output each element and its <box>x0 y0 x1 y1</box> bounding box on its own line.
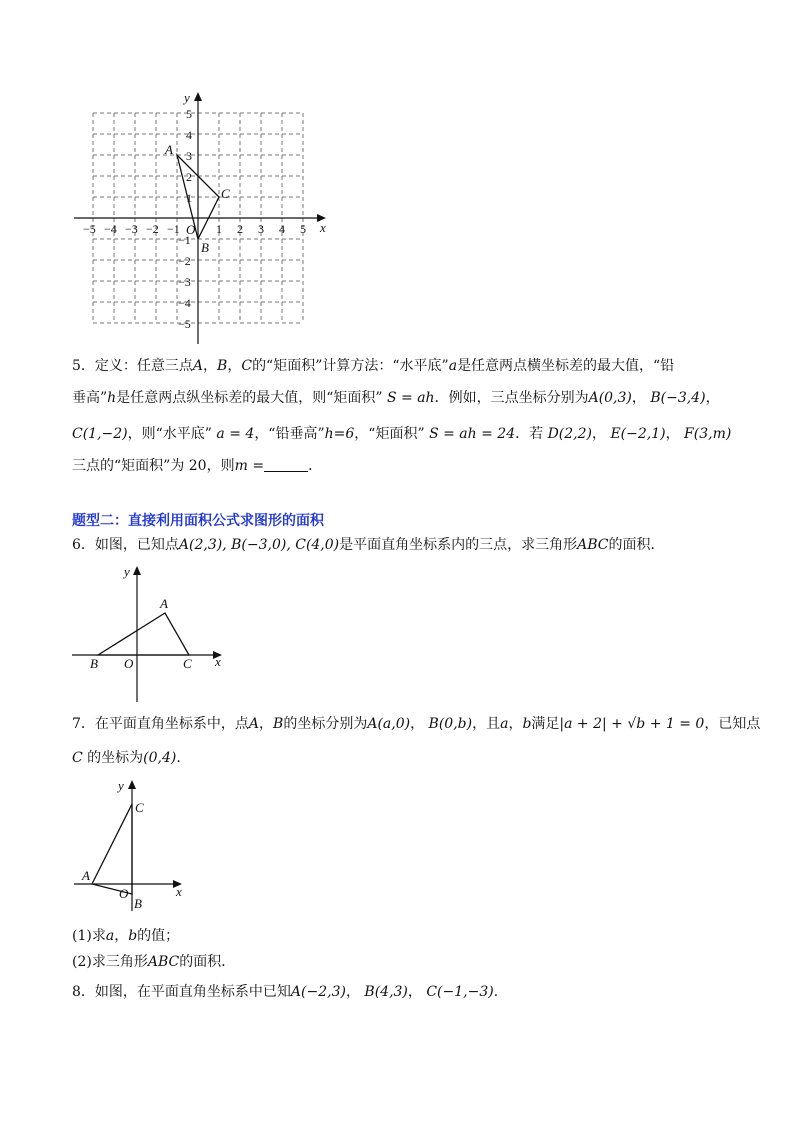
q5-formula: D(2,2) <box>547 426 592 442</box>
y-axis-arrow <box>128 780 136 789</box>
point-label-b: B <box>134 896 142 911</box>
q5-text: ，“铅垂高” <box>254 426 325 442</box>
q5-text: 垂高” <box>72 390 108 406</box>
q7-var: C <box>72 750 83 766</box>
axis-label-x: x <box>215 654 221 669</box>
q5-text: 三点的“矩面积”为 20，则 <box>72 458 235 474</box>
q5-text: ， <box>203 358 218 374</box>
y-tick-label: −4 <box>178 296 191 310</box>
q7-formula: (0,4) <box>143 750 177 766</box>
q5-text: ．例如，三点坐标分别为 <box>434 390 589 406</box>
section-heading: 题型二：直接利用面积公式求图形的面积 <box>72 513 324 529</box>
q7-sub-text: (2)求三角形 <box>72 954 148 970</box>
origin-label: O <box>124 656 134 671</box>
q6-var: ABC <box>577 537 609 553</box>
q7-text: 满足 <box>531 716 560 732</box>
x-tick-label: −4 <box>104 222 117 236</box>
q8-formula: C(−1,−3) <box>426 984 494 1000</box>
x-tick-label: 1 <box>216 222 222 236</box>
x-tick-label: 4 <box>279 222 285 236</box>
x-tick-label: −3 <box>125 222 138 236</box>
q7-var: ABC <box>147 954 180 970</box>
q7-text: ， <box>410 716 425 732</box>
q7-formula: B(0,b) <box>428 716 473 732</box>
q5-formula: S = ah <box>386 390 435 406</box>
q7-text: 的坐标分别为 <box>283 716 368 732</box>
q5-formula: C(1,−2) <box>72 426 128 442</box>
point-label-a: A <box>160 596 168 611</box>
y-tick-label: −5 <box>178 317 191 331</box>
y-tick-label: 2 <box>186 170 192 184</box>
q5-var: A <box>192 358 204 374</box>
y-tick-label: −3 <box>178 275 191 289</box>
q5-text: ，“矩面积” <box>354 426 425 442</box>
q5-var: h <box>107 390 117 406</box>
q7-text: . <box>176 750 181 766</box>
point-label-b: B <box>201 240 209 255</box>
axis-label-x: x <box>320 220 326 235</box>
axis-label-y: y <box>184 90 190 105</box>
q7-equation: |a + 2| + √b + 1 = 0 <box>559 716 705 732</box>
y-tick-label: 4 <box>186 128 192 142</box>
q5-text: 的“矩面积”计算方法：“水平底” <box>252 358 449 374</box>
x-tick-label: 2 <box>237 222 243 236</box>
answer-blank[interactable] <box>264 457 308 472</box>
q5-formula: m = <box>234 458 265 474</box>
q5-line-4 <box>72 456 322 476</box>
q5-var: B <box>217 358 228 374</box>
y-tick-label: 1 <box>186 191 192 205</box>
q6-text: 的面积． <box>608 537 665 553</box>
q5-text: ， <box>591 426 606 442</box>
q5-formula: A(0,3) <box>588 390 632 406</box>
q5-formula: h=6 <box>324 426 355 442</box>
q5-text: 是任意两点横坐标差的最大值，“铅 <box>457 358 675 374</box>
q5-text: 5．定义：任意三点 <box>72 358 193 374</box>
q7-formula: A(a,0) <box>367 716 411 732</box>
q7-var: b <box>128 928 138 944</box>
q5-line-3 <box>72 424 731 444</box>
triangle-figure-q7 <box>70 776 200 916</box>
q8-text: ， <box>345 984 360 1000</box>
origin-label: O <box>186 222 196 237</box>
q7-line-1 <box>72 714 760 734</box>
q7-var: b <box>522 716 532 732</box>
q5-formula: F(3,m) <box>684 426 732 442</box>
q7-sub-text: 的面积． <box>179 954 236 970</box>
q5-formula: S = ah = 24 <box>429 426 516 442</box>
q5-line-2 <box>72 388 720 408</box>
q5-var: C <box>241 358 253 374</box>
y-tick-label: 5 <box>186 107 192 121</box>
q8-formula: A(−2,3) <box>290 984 346 1000</box>
q5-formula: a = 4 <box>216 426 255 442</box>
point-label-b: B <box>90 656 98 671</box>
q7-var: a <box>105 928 115 944</box>
x-tick-label: 5 <box>300 222 306 236</box>
axis-label-y: y <box>124 564 130 579</box>
q7-text: ， <box>259 716 274 732</box>
y-axis-arrow <box>194 92 202 101</box>
q5-text: ， <box>665 426 680 442</box>
q5-text: ， <box>705 390 720 406</box>
q8-text: ． <box>493 984 508 1000</box>
y-axis-arrow <box>133 566 141 575</box>
y-tick-label: 3 <box>186 149 192 163</box>
y-tick-label: −1 <box>178 233 191 247</box>
triangle-abc <box>92 804 132 894</box>
q7-text: 的坐标为 <box>87 750 144 766</box>
triangle-abc <box>98 613 189 655</box>
q5-text: 是任意两点纵坐标差的最大值，则“矩面积” <box>116 390 383 406</box>
q7-var: A <box>248 716 260 732</box>
q8-text: 8．如图，在平面直角坐标系中已知 <box>72 984 291 1000</box>
x-tick-label: −2 <box>146 222 159 236</box>
axis-label-y: y <box>118 778 124 793</box>
q5-formula: B(−3,4) <box>650 390 706 406</box>
q5-text: ， <box>227 358 242 374</box>
point-label-c: C <box>135 800 144 815</box>
point-label-c: C <box>183 656 192 671</box>
q8-formula: B(4,3) <box>364 984 408 1000</box>
q8-text: ， <box>407 984 422 1000</box>
q7-text: ，且 <box>472 716 501 732</box>
point-label-c: C <box>221 186 230 201</box>
grid-coordinate-figure <box>70 88 340 348</box>
q6-formula: A(2,3), B(−3,0), C(4,0) <box>178 537 340 553</box>
y-tick-label: −2 <box>178 254 191 268</box>
q7-sub-text: ， <box>114 928 129 944</box>
origin-label: O <box>119 886 129 901</box>
q7-text: ，已知点 <box>704 716 761 732</box>
q5-line-1 <box>72 356 674 376</box>
q8-line <box>72 982 508 1002</box>
x-tick-label: 3 <box>258 222 264 236</box>
q7-sub-text: 的值； <box>137 928 180 944</box>
triangle-figure-q6 <box>68 562 238 707</box>
point-label-a: A <box>82 868 90 883</box>
x-tick-label: −5 <box>83 222 96 236</box>
point-label-a: A <box>165 142 173 157</box>
q7-text: 7．在平面直角坐标系中，点 <box>72 716 249 732</box>
q5-text: ．若 <box>515 426 544 442</box>
q7-var: B <box>273 716 284 732</box>
x-tick-label: −1 <box>167 222 180 236</box>
q6-line <box>72 535 665 555</box>
q6-text: 6．如图，已知点 <box>72 537 179 553</box>
q7-line-2 <box>72 748 181 768</box>
q5-text: ，则“水平底” <box>127 426 212 442</box>
q7-sub-1 <box>72 926 179 946</box>
axis-label-x: x <box>176 884 182 899</box>
q7-var: a <box>500 716 509 732</box>
q5-text: ． <box>308 458 323 474</box>
q5-var: a <box>448 358 458 374</box>
q7-sub-text: (1)求 <box>72 928 106 944</box>
q5-formula: E(−2,1) <box>610 426 666 442</box>
q6-text: 是平面直角坐标系内的三点，求三角形 <box>339 537 578 553</box>
q7-text: ， <box>508 716 523 732</box>
q5-text: ， <box>631 390 646 406</box>
q7-sub-2 <box>72 952 235 972</box>
